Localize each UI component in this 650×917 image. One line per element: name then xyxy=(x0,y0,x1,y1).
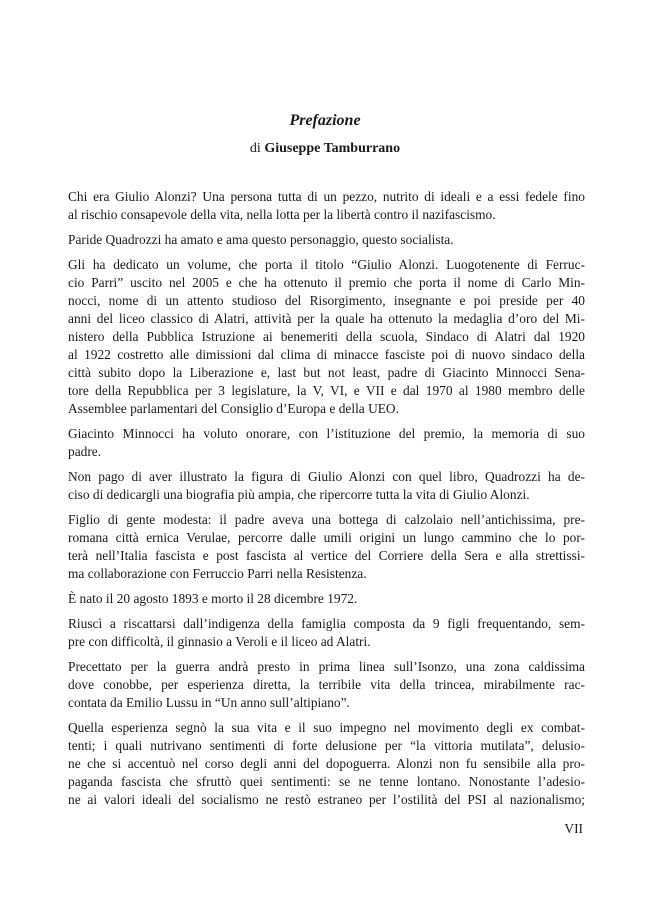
paragraph xyxy=(68,511,585,583)
text-line: dove conobbe, per esperienza diretta, la terribile vita della trincea, mirabilmente rac- xyxy=(68,677,585,692)
paragraph xyxy=(68,468,585,504)
byline xyxy=(0,141,650,157)
paragraph xyxy=(68,590,585,608)
text-line: Gli ha dedicato un volume, che porta il titolo “Giulio Alonzi. Luogotenente di Ferruc- xyxy=(68,257,585,272)
text-line: Chi era Giulio Alonzi? Una persona tutta di un pezzo, nutrito di ideali e a essi fedele fino xyxy=(68,189,585,204)
paragraph xyxy=(68,425,585,461)
text-line: cio Parri” uscito nel 2005 e che ha ottenuto il premio che porta il nome di Carlo Min- xyxy=(68,275,585,290)
text-line: tore della Repubblica per 3 legislature, la V, VI, e VII e dal 1970 al 1980 membro delle xyxy=(68,383,585,398)
text-line: paganda fascista che sfruttò quei sentimenti: se ne tenne lontano. Nonostante l’adesio- xyxy=(68,774,585,789)
text-line: Paride Quadrozzi ha amato e ama questo personaggio, questo socialista. xyxy=(68,232,454,247)
paragraph xyxy=(68,719,585,809)
text-line: Assemblee parlamentari del Consiglio d’Europa e della UEO. xyxy=(68,401,399,416)
text-line: ciso di dedicargli una biografia più ampia, che ripercorre tutta la vita di Giulio Alonzi. xyxy=(68,487,530,502)
chapter-title: Prefazione xyxy=(289,112,361,129)
text-line: anni del liceo classico di Alatri, attività per la quale ha ottenuto la medaglia d’oro del Mi- xyxy=(68,311,585,326)
text-line: contata da Emilio Lussu in “Un anno sull’altipiano”. xyxy=(68,695,350,710)
text-line: terà nell’Italia fascista e post fascista al vertice del Corriere della Sera e alla strettissi- xyxy=(68,548,585,563)
text-line: Precettato per la guerra andrà presto in prima linea sull’Isonzo, una zona caldissima xyxy=(68,659,585,674)
byline-prefix: di xyxy=(249,141,261,156)
text-line: nistero della Pubblica Istruzione ai benemeriti della scuola, Sindaco di Alatri dal 1920 xyxy=(68,329,585,344)
paragraph xyxy=(68,231,585,249)
text-line: romana città ernica Verulae, percorre dalle umili origini un lungo cammino che lo por- xyxy=(68,530,585,545)
paragraph xyxy=(68,188,585,224)
text-line: ma collaborazione con Ferruccio Parri nella Resistenza. xyxy=(68,566,367,581)
paragraph xyxy=(68,256,585,418)
text-line: città subito dopo la Liberazione e, last but not least, padre di Giacinto Minnocci Sena- xyxy=(68,365,585,380)
text-line: ne ai valori ideali del socialismo ne restò estraneo per l’ostilità del PSI al nazionalismo; xyxy=(68,792,585,807)
body-text xyxy=(68,188,585,816)
text-line: nocci, nome di un attento studioso del Risorgimento, insegnante e poi preside per 40 xyxy=(68,293,585,308)
paragraph xyxy=(68,615,585,651)
text-line: padre. xyxy=(68,444,102,459)
text-line: Figlio di gente modesta: il padre aveva una bottega di calzolaio nell’antichissima, pre- xyxy=(68,512,585,527)
paragraph xyxy=(68,658,585,712)
text-line: Riuscì a riscattarsi dall’indigenza della famiglia composta da 9 figli frequentando, sem- xyxy=(68,616,585,631)
page-number: VII xyxy=(564,821,583,836)
text-line: È nato il 20 agosto 1893 e morto il 28 dicembre 1972. xyxy=(68,591,358,606)
text-line: tenti; i quali nutrivano sentimenti di forte delusione per “la vittoria mutilata”, delusio- xyxy=(68,738,585,753)
text-line: Quella esperienza segnò la sua vita e il suo impegno nel movimento degli ex combat- xyxy=(68,720,585,735)
text-line: al rischio consapevole della vita, nella lotta per la libertà contro il nazifascismo. xyxy=(68,207,496,222)
text-line: Giacinto Minnocci ha voluto onorare, con l’istituzione del premio, la memoria di suo xyxy=(68,426,585,441)
text-line: al 1922 costretto alle dimissioni dal clima di minacce fasciste poi di nuovo sindaco della xyxy=(68,347,585,362)
author-name: Giuseppe Tamburrano xyxy=(264,141,401,156)
text-line: Non pago di aver illustrato la figura di Giulio Alonzi con quel libro, Quadrozzi ha de- xyxy=(68,469,585,484)
text-line: pre con difficoltà, il ginnasio a Veroli e il liceo ad Alatri. xyxy=(68,634,371,649)
text-line: ne che si accentuò nel corso degli anni del dopoguerra. Alonzi non fu sensibile alla pro- xyxy=(68,756,585,771)
